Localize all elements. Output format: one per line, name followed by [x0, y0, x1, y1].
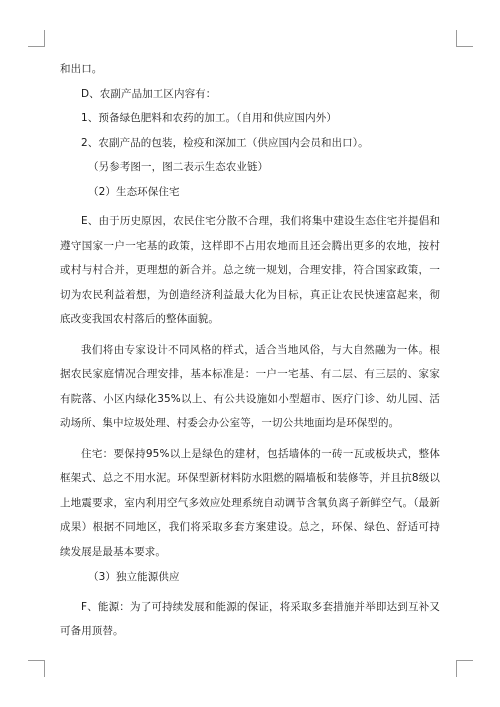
crop-mark-bottom-left: [28, 660, 45, 677]
paragraph-design-standard: 我们将由专家设计不同风格的样式，适合当地风俗，与大自然融为一体。根据农民家庭情况合理安排，基本标准是：一户一宅基、有二层、有三层的、家家有院落、小区内绿化35%以上、有公共设施如小型超市、医疗门诊、幼儿园、活动场所、集中垃圾处理、村委会办公室等，一切公共地面均是环保型的。: [60, 343, 440, 429]
crop-mark-bottom-right: [456, 660, 473, 677]
heading-energy-supply: （3）独立能源供应: [88, 571, 180, 583]
paragraph-item-1: 1、预备绿色肥料和农药的加工。（自用和供应国内外）: [81, 112, 337, 124]
paragraph-section-e: E、由于历史原因，农民住宅分散不合理，我们将集中建设生态住宅并提倡和遵守国家一户一宅基的政策，这样即不占用农地而且还会腾出更多的农地，按村或村与村合并，更理想的新合并。总之统一规划，合理安排，符合国家政策，一切为农民利益着想，为创造经济利益最大化为目标，真正让农民快速富起来，彻底改变我国农村落后的整体面貌。: [60, 215, 440, 325]
paragraph-section-f: F、能源：为了可持续发展和能源的保证，将采取多套措施并举即达到互补又可备用顶替。: [60, 600, 440, 637]
crop-mark-top-left: [28, 30, 45, 47]
paragraph-export-end: 和出口。: [60, 63, 103, 75]
paragraph-figure-note: （另参考图一，图二表示生态农业链）: [88, 161, 269, 173]
heading-eco-housing: （2）生态环保住宅: [88, 185, 180, 198]
paragraph-item-2: 2、农副产品的包装，检疫和深加工（供应国内会员和出口）。: [81, 136, 369, 149]
crop-mark-top-right: [456, 30, 473, 47]
paragraph-section-d: D、农副产品加工区内容有：: [81, 87, 217, 100]
document-body: [60, 62, 440, 650]
paragraph-housing-materials: 住宅：要保持95%以上是绿色的建材，包括墙体的一砖一瓦或板块式，整体框架式、总之不用水泥。环保型新材料防水阻燃的隔墙板和装修等，并且抗8级以上地震要求，室内利用空气多效应处理系统自动调节含氧负离子新鲜空气。（最新成果）根据不同地区，我们将采取多套方案建设。总之，环保、绿色、舒适可持续发展是最基本要求。: [60, 447, 440, 558]
